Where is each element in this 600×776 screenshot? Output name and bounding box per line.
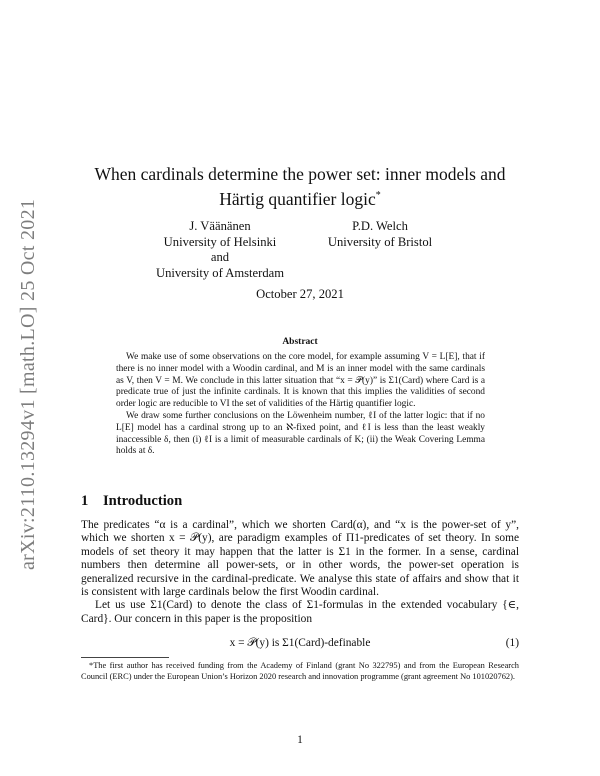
title-footnote-mark: * [375,190,381,201]
title-line-2 [80,185,520,210]
body-paragraph-1: The predicates “α is a cardinal”, which we shorten Card(α), and “x is the power-set of y”, which we shorten x = 𝒫(y), are paradigm examples of Π1-predicates of set theory. In some models of set theory it may happen that the latter is Σ1 in the former. In a sense, cardinal numbers then determine all power-sets, or in other words, the power-set operation is generalized recursive in the cardinal-predicate. We analyse this state of affairs and show that it is consistent with large cardinals below the first Woodin cardinal. [81,519,519,599]
equation-text: x = 𝒫(y) is Σ1(Card)-definable [229,637,371,649]
abstract-paragraph-2: We draw some further conclusions on the Löwenheim number, ℓI of the latter logic: that if no L[E] model has a cardinal strong up to an ℵ-fixed point, and ℓI is less than the least weakly inaccessible δ, then (i) ℓI is a limit of measurable cardinals of K; (ii) the Weak Covering Lemma holds at δ. [116,410,485,457]
footnote-rule [81,657,169,658]
paper-title [80,163,520,210]
author-welch [310,219,450,250]
title-line-2-text: Härtig quantifier logic [219,188,376,209]
section-heading [81,493,182,510]
abstract-heading: Abstract [282,337,318,347]
author-affiliation-joiner: and [210,250,230,264]
author-name: J. Väänänen [189,219,251,233]
body-paragraph-2: Let us use Σ1(Card) to denote the class of Σ1-formulas in the extended vocabulary {∈, Card}. Our concern in this paper is the proposition [81,599,519,625]
title-line-1: When cardinals determine the power set: inner models and [94,164,506,184]
section-title: Introduction [103,493,183,509]
author-vaananen [150,219,290,281]
page-number: 1 [297,734,303,746]
author-affiliation: University of Bristol [327,234,433,249]
equation-number: (1) [505,637,519,649]
footnote: *The first author has received funding from the Academy of Finland (grant No 322795) and from the European Research Council (ERC) under the European Union’s Horizon 2020 research and innovation programme (grant agreement No 101020762). [81,661,519,681]
author-name: P.D. Welch [352,219,408,233]
arxiv-stamp-text: arXiv:2110.13294v1 [math.LO] 25 Oct 2021 [17,198,39,570]
author-affiliation: University of Amsterdam [155,265,284,280]
body-text [81,519,519,626]
paper-date: October 27, 2021 [256,287,344,301]
author-affiliation: University of Helsinki [163,234,277,249]
section-number: 1 [81,493,89,509]
abstract-paragraph-1: We make use of some observations on the core model, for example assuming V = L[E], that if there is no inner model with a Woodin cardinal, and M is an inner model with the same cardinals as V, then V = M. We conclude in this latter situation that “x = 𝒫(y)” is Σ1(Card) where Card is a predicate true of just the infinite cardinals. It is known that this implies the validities of second order logic are reducible to VI the set of validities of the Härtig quantifier logic. [116,352,485,410]
abstract-body [116,352,485,458]
